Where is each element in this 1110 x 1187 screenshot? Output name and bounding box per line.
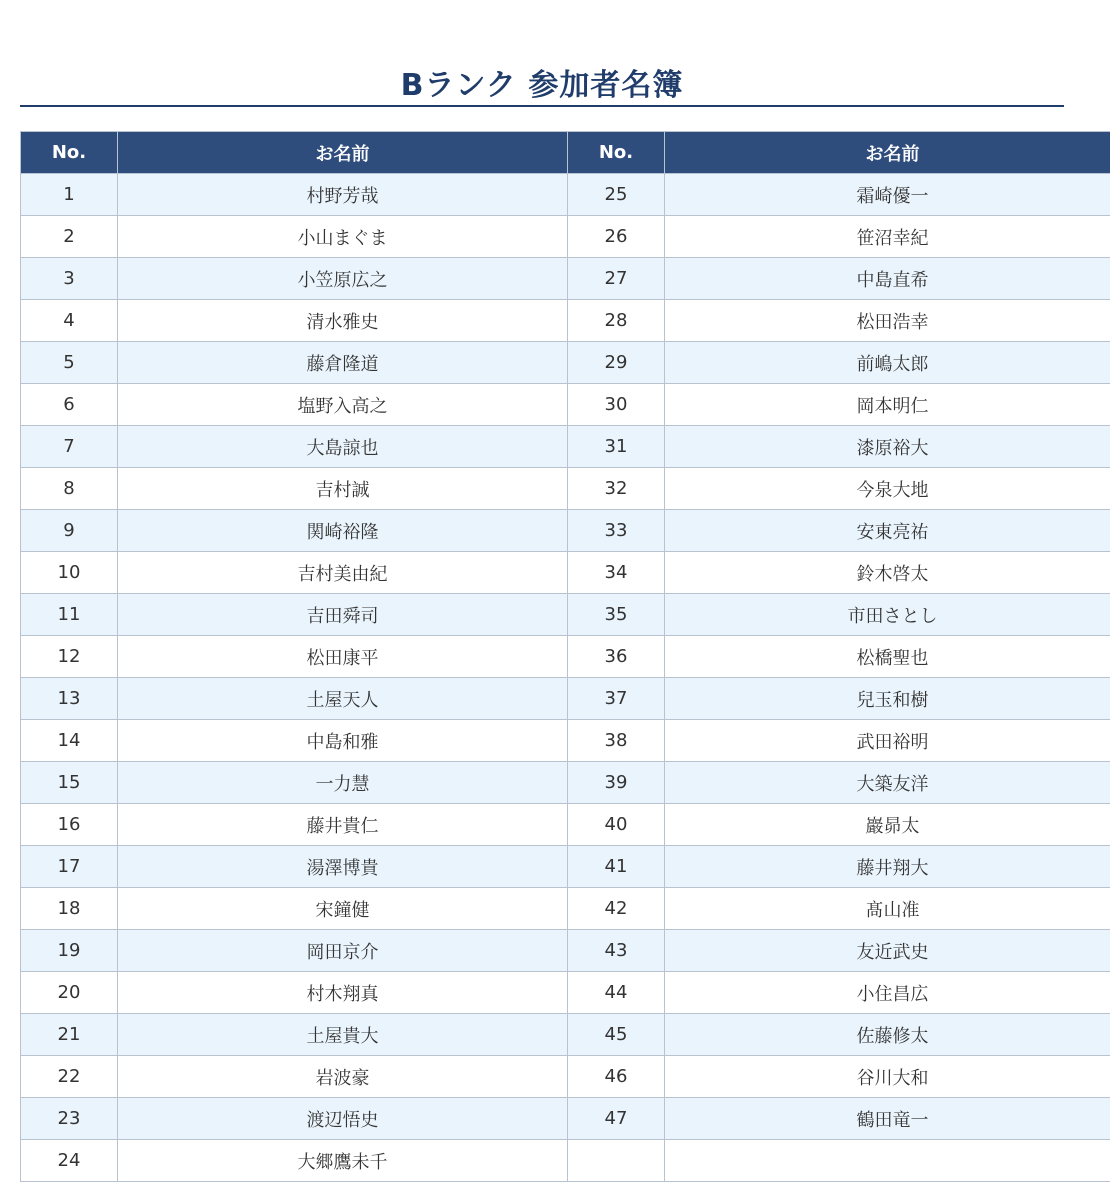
- no-right-cell: 41: [568, 846, 665, 888]
- name-left-cell: 塩野入高之: [118, 384, 568, 426]
- table-row: [21, 678, 1110, 720]
- name-left-cell: 渡辺悟史: [118, 1098, 568, 1140]
- no-left-cell: 3: [21, 258, 118, 300]
- name-right-cell: [665, 1140, 1110, 1182]
- no-left-cell: 10: [21, 552, 118, 594]
- table-row: [21, 510, 1110, 552]
- name-right-cell: 安東亮祐: [665, 510, 1110, 552]
- header-no-left: No.: [21, 132, 118, 174]
- name-right-cell: 今泉大地: [665, 468, 1110, 510]
- table-row: [21, 216, 1110, 258]
- name-left-cell: 吉田舜司: [118, 594, 568, 636]
- no-left-cell: 1: [21, 174, 118, 216]
- name-right-cell: 藤井翔大: [665, 846, 1110, 888]
- name-left-cell: 宋鐘健: [118, 888, 568, 930]
- name-right-cell: 鶴田竜一: [665, 1098, 1110, 1140]
- name-right-cell: 笹沼幸紀: [665, 216, 1110, 258]
- name-right-cell: 松田浩幸: [665, 300, 1110, 342]
- no-right-cell: 35: [568, 594, 665, 636]
- no-left-cell: 22: [21, 1056, 118, 1098]
- no-left-cell: 6: [21, 384, 118, 426]
- table-row: [21, 1014, 1110, 1056]
- name-right-cell: 巖昴太: [665, 804, 1110, 846]
- table-row: [21, 804, 1110, 846]
- name-left-cell: 清水雅史: [118, 300, 568, 342]
- table-row: [21, 468, 1110, 510]
- name-left-cell: 大郷鷹未千: [118, 1140, 568, 1182]
- title-divider: [20, 105, 1064, 107]
- name-left-cell: 大島諒也: [118, 426, 568, 468]
- no-left-cell: 2: [21, 216, 118, 258]
- name-right-cell: 小住昌広: [665, 972, 1110, 1014]
- name-left-cell: 小笠原広之: [118, 258, 568, 300]
- page-title: Bランク 参加者名簿: [400, 68, 684, 103]
- no-right-cell: 26: [568, 216, 665, 258]
- name-left-cell: 湯澤博貴: [118, 846, 568, 888]
- no-right-cell: 38: [568, 720, 665, 762]
- table-row: [21, 636, 1110, 678]
- table-row: [21, 594, 1110, 636]
- no-right-cell: 45: [568, 1014, 665, 1056]
- table-row: [21, 174, 1110, 216]
- table-row: [21, 1098, 1110, 1140]
- table-row: [21, 258, 1110, 300]
- table-row: [21, 762, 1110, 804]
- header-no-right: No.: [568, 132, 665, 174]
- no-left-cell: 8: [21, 468, 118, 510]
- no-right-cell: [568, 1140, 665, 1182]
- name-left-cell: 藤井貴仁: [118, 804, 568, 846]
- table-row: [21, 888, 1110, 930]
- participant-table: [20, 131, 1110, 1182]
- name-right-cell: 前嶋太郎: [665, 342, 1110, 384]
- name-left-cell: 関崎裕隆: [118, 510, 568, 552]
- name-right-cell: 大築友洋: [665, 762, 1110, 804]
- name-left-cell: 松田康平: [118, 636, 568, 678]
- name-left-cell: 土屋天人: [118, 678, 568, 720]
- no-left-cell: 14: [21, 720, 118, 762]
- name-left-cell: 土屋貴大: [118, 1014, 568, 1056]
- table-row: [21, 300, 1110, 342]
- no-right-cell: 31: [568, 426, 665, 468]
- no-left-cell: 4: [21, 300, 118, 342]
- no-left-cell: 13: [21, 678, 118, 720]
- table-row: [21, 1056, 1110, 1098]
- name-left-cell: 岡田京介: [118, 930, 568, 972]
- name-left-cell: 藤倉隆道: [118, 342, 568, 384]
- no-right-cell: 25: [568, 174, 665, 216]
- no-right-cell: 30: [568, 384, 665, 426]
- table-row: [21, 1140, 1110, 1182]
- table-row: [21, 384, 1110, 426]
- table-row: [21, 552, 1110, 594]
- name-left-cell: 村野芳哉: [118, 174, 568, 216]
- name-right-cell: 霜崎優一: [665, 174, 1110, 216]
- name-left-cell: 小山まぐま: [118, 216, 568, 258]
- name-left-cell: 村木翔真: [118, 972, 568, 1014]
- name-left-cell: 吉村美由紀: [118, 552, 568, 594]
- no-right-cell: 43: [568, 930, 665, 972]
- table-row: [21, 426, 1110, 468]
- no-left-cell: 5: [21, 342, 118, 384]
- table-row: [21, 972, 1110, 1014]
- no-right-cell: 36: [568, 636, 665, 678]
- no-left-cell: 11: [21, 594, 118, 636]
- no-right-cell: 47: [568, 1098, 665, 1140]
- name-right-cell: 市田さとし: [665, 594, 1110, 636]
- no-left-cell: 23: [21, 1098, 118, 1140]
- name-right-cell: 松橋聖也: [665, 636, 1110, 678]
- name-left-cell: 中島和雅: [118, 720, 568, 762]
- name-right-cell: 谷川大和: [665, 1056, 1110, 1098]
- no-right-cell: 46: [568, 1056, 665, 1098]
- table-body: [21, 174, 1110, 1182]
- no-right-cell: 33: [568, 510, 665, 552]
- table-row: [21, 720, 1110, 762]
- no-left-cell: 15: [21, 762, 118, 804]
- name-right-cell: 漆原裕大: [665, 426, 1110, 468]
- name-right-cell: 武田裕明: [665, 720, 1110, 762]
- no-left-cell: 21: [21, 1014, 118, 1056]
- no-left-cell: 19: [21, 930, 118, 972]
- header-name-right: お名前: [665, 132, 1110, 174]
- no-right-cell: 28: [568, 300, 665, 342]
- name-right-cell: 岡本明仁: [665, 384, 1110, 426]
- no-right-cell: 40: [568, 804, 665, 846]
- no-right-cell: 27: [568, 258, 665, 300]
- name-right-cell: 中島直希: [665, 258, 1110, 300]
- no-right-cell: 29: [568, 342, 665, 384]
- name-right-cell: 兒玉和樹: [665, 678, 1110, 720]
- no-left-cell: 17: [21, 846, 118, 888]
- no-left-cell: 24: [21, 1140, 118, 1182]
- no-left-cell: 18: [21, 888, 118, 930]
- no-left-cell: 12: [21, 636, 118, 678]
- name-right-cell: 友近武史: [665, 930, 1110, 972]
- no-right-cell: 34: [568, 552, 665, 594]
- no-right-cell: 37: [568, 678, 665, 720]
- no-left-cell: 9: [21, 510, 118, 552]
- header-row: [21, 132, 1110, 174]
- no-left-cell: 20: [21, 972, 118, 1014]
- no-right-cell: 32: [568, 468, 665, 510]
- no-right-cell: 44: [568, 972, 665, 1014]
- no-right-cell: 39: [568, 762, 665, 804]
- no-left-cell: 16: [21, 804, 118, 846]
- name-left-cell: 吉村誠: [118, 468, 568, 510]
- table-header: [21, 132, 1110, 174]
- name-right-cell: 鈴木啓太: [665, 552, 1110, 594]
- no-left-cell: 7: [21, 426, 118, 468]
- header-name-left: お名前: [118, 132, 568, 174]
- no-right-cell: 42: [568, 888, 665, 930]
- name-left-cell: 岩波豪: [118, 1056, 568, 1098]
- table-row: [21, 846, 1110, 888]
- name-right-cell: 佐藤修太: [665, 1014, 1110, 1056]
- name-left-cell: 一力慧: [118, 762, 568, 804]
- table-row: [21, 930, 1110, 972]
- name-right-cell: 髙山准: [665, 888, 1110, 930]
- table-row: [21, 342, 1110, 384]
